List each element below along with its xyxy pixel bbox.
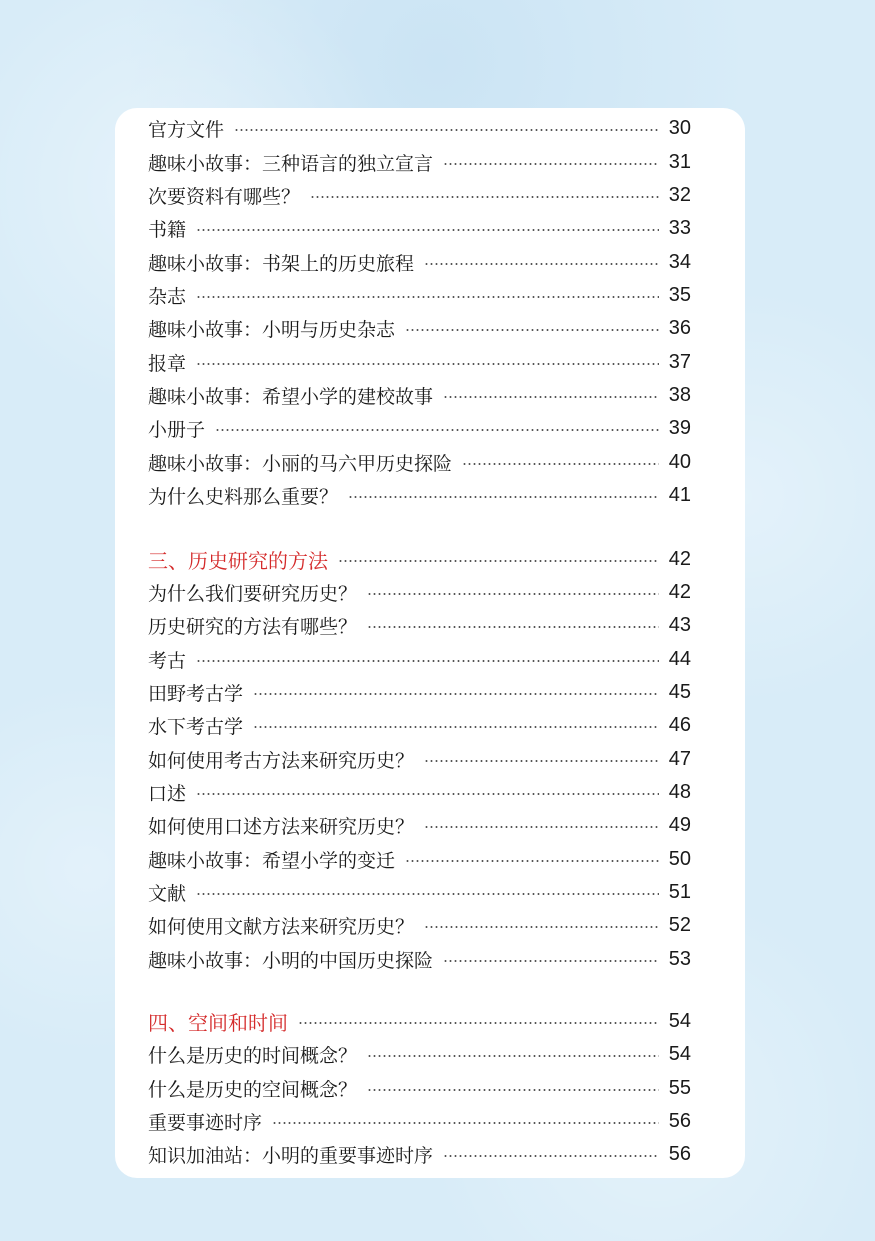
toc-entry[interactable] <box>148 909 691 942</box>
toc-entry-title: 次要资料有哪些？ <box>148 186 301 208</box>
toc-page-number: 42 <box>668 548 691 570</box>
toc-entry[interactable] <box>148 1072 691 1105</box>
toc-entry-title: 为什么我们要研究历史？ <box>148 583 358 605</box>
toc-page-number: 49 <box>668 814 691 836</box>
toc-entry[interactable] <box>148 346 691 379</box>
toc-entry-title: 趣味小故事：小明的中国历史探险 <box>148 950 434 972</box>
dot-leader <box>367 593 659 595</box>
toc-entry[interactable] <box>148 643 691 676</box>
toc-page-number: 53 <box>668 948 691 970</box>
toc-entry[interactable] <box>148 776 691 809</box>
toc-entry-title: 趣味小故事：书架上的历史旅程 <box>148 253 415 275</box>
toc-entry[interactable] <box>148 146 691 179</box>
toc-section-heading[interactable] <box>148 1005 691 1038</box>
toc-entry[interactable] <box>148 179 691 212</box>
toc-page-number: 51 <box>668 881 691 903</box>
toc-entry[interactable] <box>148 609 691 642</box>
dot-leader <box>196 363 659 365</box>
dot-leader <box>443 396 659 398</box>
toc-entry[interactable] <box>148 212 691 245</box>
toc-entry[interactable] <box>148 1105 691 1138</box>
dot-leader <box>348 496 659 498</box>
dot-leader <box>196 296 659 298</box>
toc-entry[interactable] <box>148 943 691 976</box>
toc-entry-title: 为什么史料那么重要？ <box>148 486 339 508</box>
toc-entry[interactable] <box>148 112 691 145</box>
toc-entry[interactable] <box>148 279 691 312</box>
toc-page-number: 42 <box>668 581 691 603</box>
toc-entry-title: 知识加油站：小明的重要事迹时序 <box>148 1145 434 1167</box>
dot-leader <box>310 196 659 198</box>
toc-entry-title: 水下考古学 <box>148 716 244 738</box>
toc-page-number: 56 <box>668 1110 691 1132</box>
toc-entry-title: 书籍 <box>148 219 187 241</box>
toc-entry-title: 趣味小故事：小明与历史杂志 <box>148 319 396 341</box>
toc-entry[interactable] <box>148 576 691 609</box>
toc-page-number: 55 <box>668 1077 691 1099</box>
toc-page-number: 32 <box>668 184 691 206</box>
toc-page-number: 45 <box>668 681 691 703</box>
toc-entry-title: 如何使用文献方法来研究历史？ <box>148 916 415 938</box>
dot-leader <box>424 760 659 762</box>
toc-entry-title: 趣味小故事：小丽的马六甲历史探险 <box>148 453 453 475</box>
toc-entry-title: 如何使用考古方法来研究历史？ <box>148 750 415 772</box>
toc-entry-title: 什么是历史的空间概念？ <box>148 1079 358 1101</box>
toc-entry-title: 如何使用口述方法来研究历史？ <box>148 816 415 838</box>
dot-leader <box>424 826 659 828</box>
toc-entry[interactable] <box>148 312 691 345</box>
toc-entry-title: 四、空间和时间 <box>148 1011 288 1035</box>
dot-leader <box>443 1155 659 1157</box>
toc-page-number: 43 <box>668 614 691 636</box>
dot-leader <box>234 129 659 131</box>
toc-entry-title: 考古 <box>148 650 187 672</box>
toc-page-number: 34 <box>668 251 691 273</box>
toc-page-number: 38 <box>668 384 691 406</box>
dot-leader <box>253 693 659 695</box>
toc-entry-title: 什么是历史的时间概念？ <box>148 1045 358 1067</box>
toc-page-number: 39 <box>668 417 691 439</box>
toc-entry-title: 官方文件 <box>148 119 225 141</box>
toc-page-number: 56 <box>668 1143 691 1165</box>
toc-entry[interactable] <box>148 479 691 512</box>
dot-leader <box>272 1122 659 1124</box>
dot-leader <box>424 263 659 265</box>
toc-entry-title: 文献 <box>148 883 187 905</box>
toc-page-number: 44 <box>668 648 691 670</box>
toc-entry-title: 田野考古学 <box>148 683 244 705</box>
toc-entry[interactable] <box>148 876 691 909</box>
toc-entry[interactable] <box>148 809 691 842</box>
toc-entry[interactable] <box>148 843 691 876</box>
toc-page-number: 35 <box>668 284 691 306</box>
dot-leader <box>424 926 659 928</box>
toc-page-number: 30 <box>668 117 691 139</box>
dot-leader <box>367 1055 659 1057</box>
toc-entry-title: 趣味小故事：三种语言的独立宣言 <box>148 153 434 175</box>
dot-leader <box>367 1089 659 1091</box>
dot-leader <box>338 560 659 562</box>
toc-entry[interactable] <box>148 676 691 709</box>
dot-leader <box>462 463 659 465</box>
dot-leader <box>443 163 659 165</box>
toc-entry-title: 小册子 <box>148 419 206 441</box>
toc-page-number: 41 <box>668 484 691 506</box>
toc-page-number: 48 <box>668 781 691 803</box>
dot-leader <box>405 329 659 331</box>
toc-entry-title: 报章 <box>148 353 187 375</box>
dot-leader <box>196 660 659 662</box>
toc-page-number: 47 <box>668 748 691 770</box>
toc-entry-title: 历史研究的方法有哪些？ <box>148 616 358 638</box>
toc-page-number: 36 <box>668 317 691 339</box>
toc-entry-title: 口述 <box>148 783 187 805</box>
toc-page-number: 54 <box>668 1010 691 1032</box>
toc-entry[interactable] <box>148 412 691 445</box>
toc-entry[interactable] <box>148 1138 691 1171</box>
toc-page-number: 40 <box>668 451 691 473</box>
toc-page-number: 50 <box>668 848 691 870</box>
toc-entry[interactable] <box>148 446 691 479</box>
dot-leader <box>405 860 659 862</box>
toc-entry[interactable] <box>148 709 691 742</box>
dot-leader <box>215 429 659 431</box>
dot-leader <box>443 960 659 962</box>
toc-entry-title: 三、历史研究的方法 <box>148 549 328 573</box>
toc-entry[interactable] <box>148 1038 691 1071</box>
dot-leader <box>196 229 659 231</box>
toc-entry-title: 趣味小故事：希望小学的建校故事 <box>148 386 434 408</box>
dot-leader <box>196 893 659 895</box>
toc-page-number: 31 <box>668 151 691 173</box>
toc-entry[interactable] <box>148 379 691 412</box>
toc-entry-title: 杂志 <box>148 286 187 308</box>
toc-entry[interactable] <box>148 246 691 279</box>
toc-page-number: 46 <box>668 714 691 736</box>
dot-leader <box>196 793 659 795</box>
toc-page-number: 52 <box>668 914 691 936</box>
toc-page-number: 33 <box>668 217 691 239</box>
toc-entry[interactable] <box>148 743 691 776</box>
toc-entry-title: 重要事迹时序 <box>148 1112 263 1134</box>
toc-page-number: 37 <box>668 351 691 373</box>
toc-section-heading[interactable] <box>148 543 691 576</box>
dot-leader <box>367 626 659 628</box>
toc-page-number: 54 <box>668 1043 691 1065</box>
dot-leader <box>253 726 659 728</box>
dot-leader <box>298 1022 659 1024</box>
toc-entry-title: 趣味小故事：希望小学的变迁 <box>148 850 396 872</box>
